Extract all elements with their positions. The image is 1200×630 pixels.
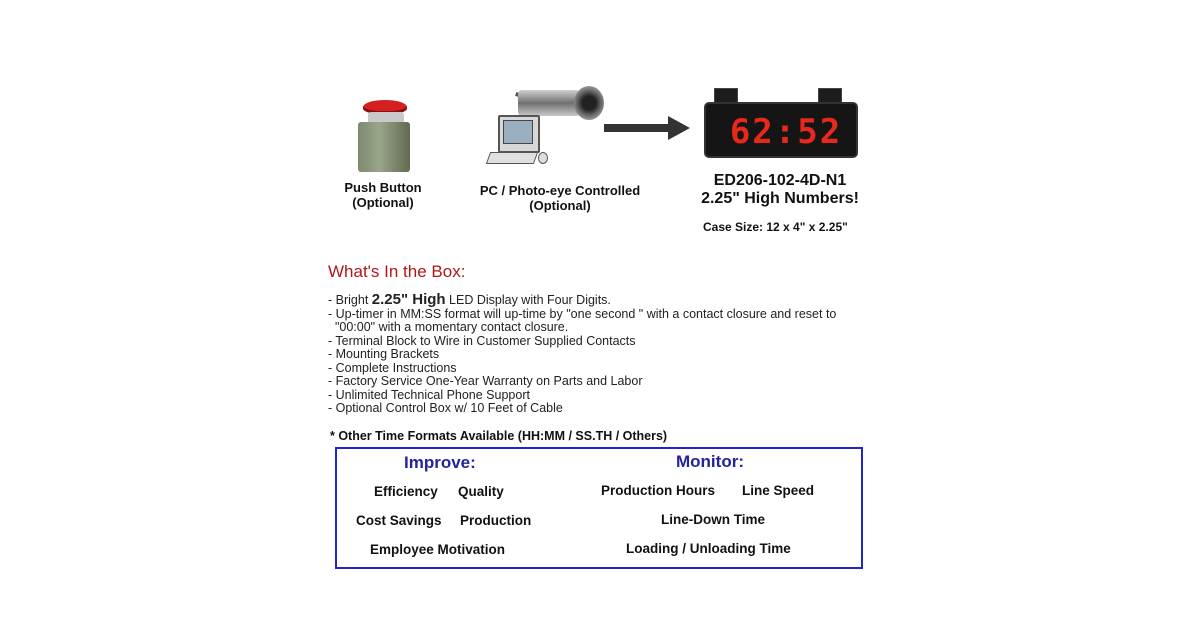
list-item: - Up-timer in MM:SS format will up-time by "one second " with a contact closure and reset to xyxy=(328,306,837,321)
list-item: - Terminal Block to Wire in Customer Supplied Contacts xyxy=(328,333,636,348)
box-contents-list xyxy=(328,293,836,416)
monitor-screen xyxy=(503,120,533,144)
pc-control-label: PC / Photo-eye Controlled xyxy=(479,183,641,198)
whats-in-box-heading: What's In the Box: xyxy=(328,262,466,281)
monitor-heading: Monitor: xyxy=(676,452,744,471)
keyboard-icon xyxy=(486,152,538,164)
time-formats-note: * Other Time Formats Available (HH:MM / SS.TH / Others) xyxy=(330,429,668,443)
case-size: Case Size: 12 x 4" x 2.25" xyxy=(703,220,848,234)
improve-heading: Improve: xyxy=(404,453,476,472)
list-item-prefix: - Bright xyxy=(328,293,372,307)
list-item-highlight: 2.25" High xyxy=(371,291,446,308)
monitor-item: Production Hours xyxy=(601,483,715,498)
monitor-item: Loading / Unloading Time xyxy=(626,541,791,556)
mouse-icon xyxy=(538,152,548,164)
push-button-label: Push Button xyxy=(344,180,422,195)
push-button-caption xyxy=(330,180,436,210)
pc-control-caption xyxy=(470,183,650,213)
push-button-optional: (Optional) xyxy=(352,195,414,210)
monitor-item: Line Speed xyxy=(742,483,815,498)
list-item: - Optional Control Box w/ 10 Feet of Cable xyxy=(328,401,563,415)
push-button-body xyxy=(358,122,410,172)
list-item xyxy=(328,293,836,308)
improve-item: Quality xyxy=(458,484,504,499)
improve-item: Production xyxy=(460,513,532,528)
improve-item: Efficiency xyxy=(374,484,438,499)
display-tagline: 2.25" High Numbers! xyxy=(701,190,859,207)
arrow-right-icon xyxy=(668,116,690,140)
list-item: - Complete Instructions xyxy=(328,360,457,375)
list-item: - Mounting Brackets xyxy=(328,347,440,361)
improve-item: Employee Motivation xyxy=(370,542,506,557)
improve-item: Cost Savings xyxy=(356,513,442,528)
list-item-suffix: LED Display with Four Digits. xyxy=(445,293,611,307)
photo-eye-body xyxy=(518,90,580,116)
pc-control-optional: (Optional) xyxy=(529,198,591,213)
list-item: - Factory Service One-Year Warranty on Parts and Labor xyxy=(328,374,643,388)
monitor-item: Line-Down Time xyxy=(661,512,766,527)
photo-eye-lens xyxy=(574,86,604,120)
led-readout: 62:52 xyxy=(729,112,843,152)
list-item: - Unlimited Technical Phone Support xyxy=(328,387,530,402)
list-item: "00:00" with a momentary contact closure. xyxy=(328,320,569,334)
display-model: ED206-102-4D-N1 xyxy=(713,172,847,189)
arrow-shaft xyxy=(604,124,672,132)
